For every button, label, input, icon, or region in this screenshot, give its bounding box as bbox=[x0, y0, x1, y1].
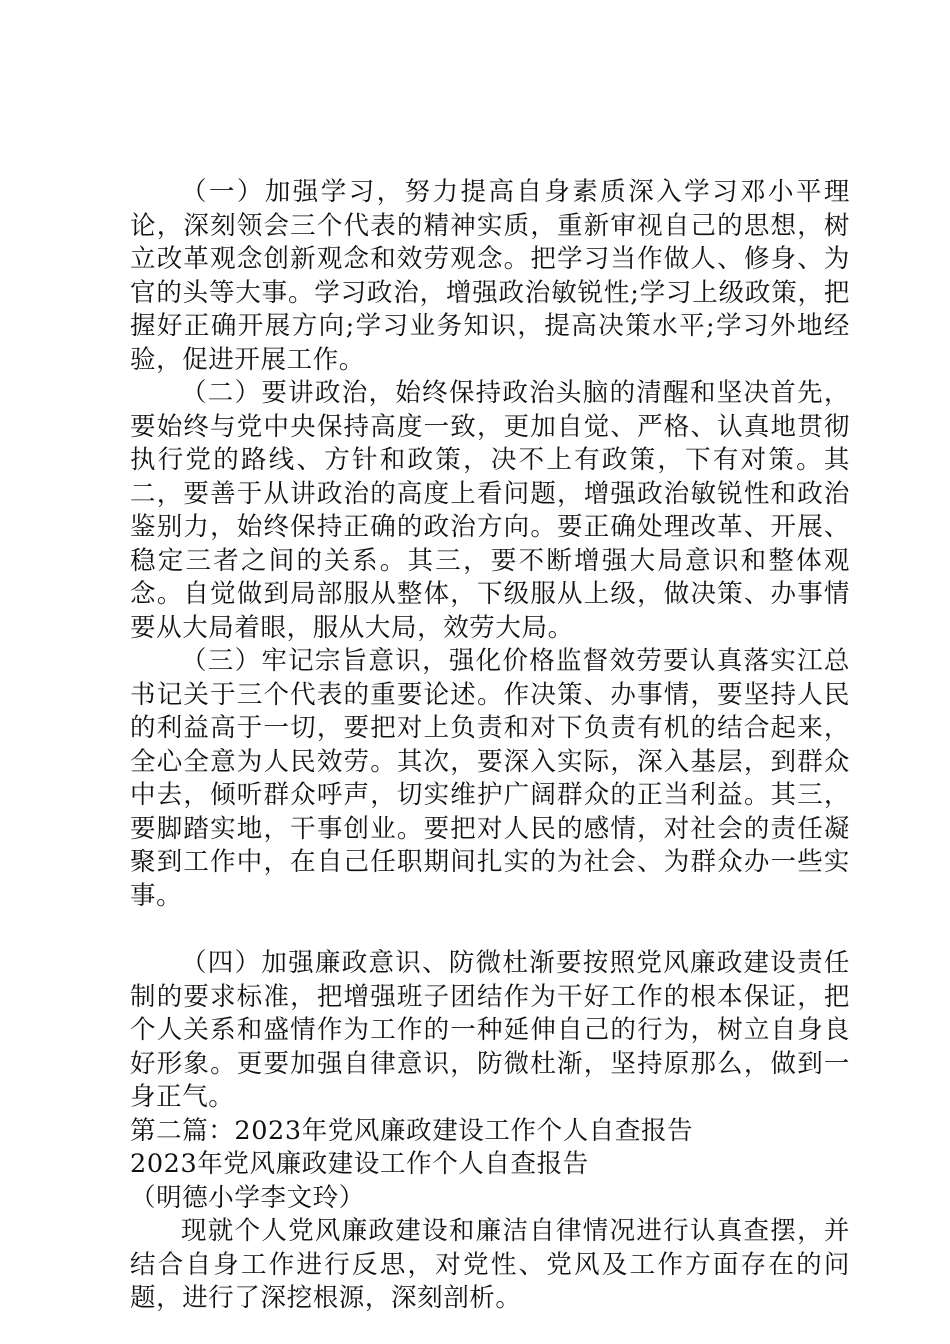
author-line: （明德小学李文玲） bbox=[130, 1182, 365, 1213]
document-body bbox=[130, 176, 850, 1316]
paragraph-study: （一）加强学习，努力提高自身素质深入学习邓小平理论，深刻领会三个代表的精神实质，重新审视自己的思想，树立改革观念创新观念和效劳观念。把学习当作做人、修身、为官的头等大事。学习政治，增强政治敏锐性;学习上级政策，把握好正确开展方向;学习业务知识，提高决策水平;学习外地经验，促进开展工作。 bbox=[130, 177, 850, 375]
paragraph-politics: （二）要讲政治，始终保持政治头脑的清醒和坚决首先，要始终与党中央保持高度一致，更加自觉、严格、认真地贯彻执行党的路线、方针和政策，决不上有政策，下有对策。其二，要善于从讲政治的高度上看问题，增强政治敏锐性和政治鉴别力，始终保持正确的政治方向。要正确处理改革、开展、稳定三者之间的关系。其三，要不断增强大局意识和整体观念。自觉做到局部服从整体，下级服从上级，做决策、办事情要从大局着眼，服从大局，效劳大局。 bbox=[130, 378, 850, 643]
intro-paragraph: 现就个人党风廉政建设和廉洁自律情况进行认真查摆，并结合自身工作进行反思，对党性、党风及工作方面存在的问题，进行了深挖根源，深刻剖析。 bbox=[130, 1216, 850, 1313]
report-title: 2023年党风廉政建设工作个人自查报告 bbox=[130, 1149, 589, 1179]
paragraph-gap bbox=[130, 913, 850, 947]
section-heading: 第二篇：2023年党风廉政建设工作个人自查报告 bbox=[130, 1115, 694, 1146]
paragraph-purpose: （三）牢记宗旨意识，强化价格监督效劳要认真落实江总书记关于三个代表的重要论述。作决策、办事情，要坚持人民的利益高于一切，要把对上负责和对下负责有机的结合起来，全心全意为人民效劳。其次，要深入实际，深入基层，到群众中去，倾听群众呼声，切实维护广阔群众的正当利益。其三，要脚踏实地，干事创业。要把对人民的感情，对社会的责任凝聚到工作中，在自己任职期间扎实的为社会、为群众办一些实事。 bbox=[130, 646, 850, 911]
paragraph-integrity: （四）加强廉政意识、防微杜渐要按照党风廉政建设责任制的要求标准，把增强班子团结作为干好工作的根本保证，把个人关系和盛情作为工作的一种延伸自己的行为，树立自身良好形象。更要加强自律意识，防微杜渐，坚持原那么，做到一身正气。 bbox=[130, 948, 850, 1112]
